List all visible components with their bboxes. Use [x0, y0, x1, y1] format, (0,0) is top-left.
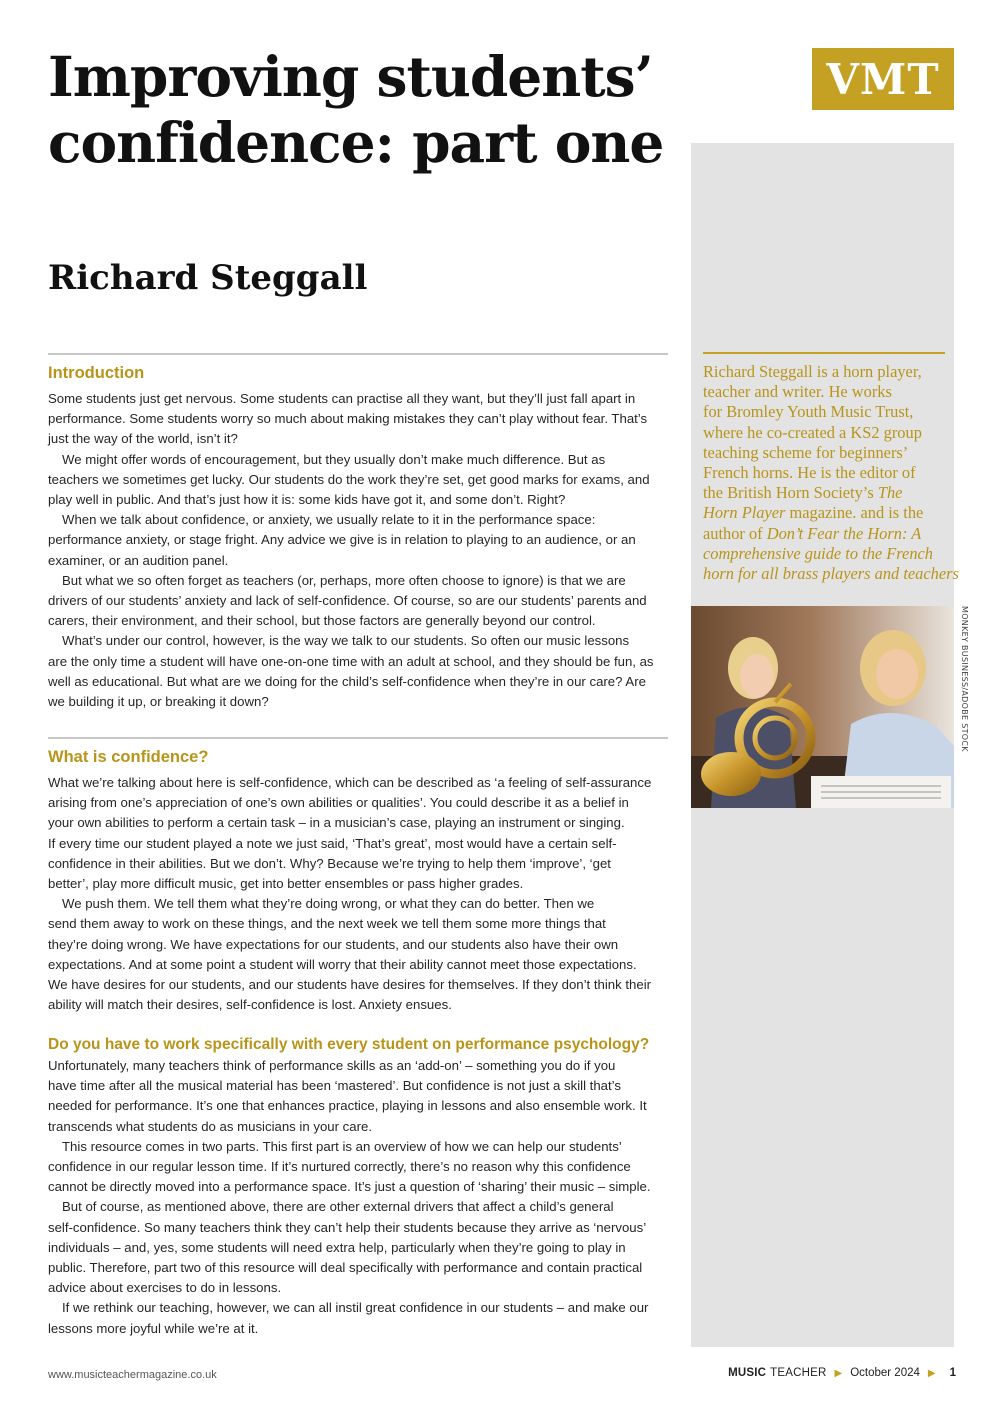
text-line: This resource comes in two parts. This first part is an overview of how we can help our students’: [62, 1138, 622, 1154]
footer-website-url: www.musicteachermagazine.co.uk: [48, 1369, 217, 1381]
text-line: What’s under our control, however, is the way we talk to our students. So often our music lessons: [62, 633, 630, 649]
bio-italic: Don’t Fear the Horn: A: [766, 523, 922, 543]
page-number: 1: [949, 1367, 956, 1379]
text-line: self-confidence. So many teachers think they can’t help their students because they arrive as ‘nervous’: [48, 1219, 647, 1235]
bio-line: where he co-created a KS2 group: [703, 422, 922, 442]
bio-line: comprehensive guide to the French: [703, 543, 933, 563]
paragraph: [48, 571, 688, 632]
bio-line: for Bromley Youth Music Trust,: [703, 402, 914, 422]
text-line: We might offer words of encouragement, but they usually don’t make much difference. But as: [62, 451, 606, 467]
text-line: performance anxiety, or stage fright. Any advice we give is in relation to playing to an audience, or an: [48, 532, 636, 548]
text-line: individuals – and, yes, some students will need extra help, particularly when they’re going to play in: [48, 1239, 626, 1255]
paragraph: [48, 894, 688, 1015]
text-line: expectations. And at some point a student will worry that their ability cannot meet those expectations.: [48, 956, 637, 972]
text-line: drivers of our students’ anxiety and lack of self-confidence. Of course, so are our students’ parents and: [48, 593, 647, 609]
text-line: we building it up, or breaking it down?: [48, 694, 269, 710]
text-line: play well in public. And that’s just how it is: some kids have got it, and some don’t. Right?: [48, 492, 566, 508]
paragraph: [48, 1137, 688, 1198]
text-line: We push them. We tell them what they’re doing wrong, or what they can do better. Then we: [62, 896, 595, 912]
section-heading: What is confidence?: [48, 748, 209, 766]
paragraph: [48, 1056, 688, 1137]
text-line: carers, their environment, and their school, but those factors are generally beyond our control.: [48, 613, 596, 629]
text-line: public. Therefore, part two of this resource will deal specifically with performance and contain practical: [48, 1260, 643, 1276]
text-line: needed for performance. It’s one that enhances practice, playing in lessons and also ensemble work. It: [48, 1098, 647, 1114]
bio-line: Richard Steggall is a horn player,: [703, 362, 922, 381]
bio-italic: The: [877, 483, 903, 503]
psychology-body: [48, 1056, 688, 1339]
paragraph: [48, 389, 688, 450]
text-line: well as educational. But what are we doing for the child’s self-confidence when they’re in our care? Are: [48, 673, 646, 689]
bio-line: [703, 483, 953, 503]
paragraph: [48, 510, 688, 571]
text-line: confidence in their abilities. But we don’t. Why? Because we’re trying to help them ‘improve’, ‘get: [48, 855, 611, 871]
text-line: better’, play more difficult music, get into better ensembles or pass higher grades.: [48, 876, 524, 892]
text-line: What we’re talking about here is self-confidence, which can be described as ‘a feeling of self-assurance: [48, 775, 652, 790]
title-line: Improving students’: [48, 44, 653, 109]
bio-line: [703, 524, 953, 544]
text-line: We have desires for our students, and our students have desires for themselves. If they don’t think their: [48, 977, 652, 993]
text-line: But of course, as mentioned above, there are other external drivers that affect a child’s general: [62, 1199, 614, 1215]
bio-text: author of: [703, 523, 767, 543]
text-line: arising from one’s appreciation of one’s own abilities or qualities’. You could describe it as a belief in: [48, 795, 629, 811]
bio-text: magazine. and is the: [785, 503, 924, 523]
horn-lesson-photo: [691, 606, 954, 808]
text-line: When we talk about confidence, or anxiety, we usually relate to it in the performance space:: [62, 512, 596, 528]
paragraph: [48, 450, 688, 511]
text-line: teachers we sometimes get lucky. Our students do the work they’re set, get good marks for exams, and: [48, 471, 650, 487]
section-divider: [48, 353, 668, 355]
article-title: [48, 44, 688, 176]
bio-text: the British Horn Society’s: [703, 483, 878, 503]
bio-line: teaching scheme for beginners’: [703, 442, 909, 462]
paragraph: [48, 631, 688, 712]
triangle-right-icon: ▶: [834, 1367, 843, 1379]
vmt-logo: VMT: [812, 48, 954, 110]
text-line: have time after all the musical material has been ‘mastered’. But confidence is not just a skill that’s: [48, 1078, 621, 1094]
bio-divider: [703, 352, 945, 354]
text-line: advice about exercises to do in lessons.: [48, 1280, 282, 1296]
text-line: Some students just get nervous. Some students can practise all they want, but they’ll just fall apart in: [48, 391, 636, 406]
text-line: Unfortunately, many teachers think of performance skills as an ‘add-on’ – something you do if you: [48, 1058, 616, 1073]
title-line: confidence: part one: [48, 110, 664, 175]
text-line: lessons more joyful while we’re at it.: [48, 1320, 259, 1336]
bio-line: horn for all brass players and teachers: [703, 564, 959, 584]
text-line: ability will match their desires, self-confidence is lost. Anxiety ensues.: [48, 997, 452, 1013]
bio-italic: Horn Player: [703, 503, 786, 523]
text-line: If every time our student played a note we just said, ‘That’s great’, most would have a certain self-: [48, 835, 617, 851]
photo-credit: MONKEY BUSINESS/ADOBE STOCK: [960, 606, 969, 752]
magazine-name-bold: MUSIC: [728, 1367, 767, 1379]
text-line: are the only time a student will have one-on-one time with an adult at school, and they should be fun, as: [48, 653, 654, 669]
intro-body: [48, 389, 688, 712]
text-line: transcends what students do as musicians in your care.: [48, 1118, 372, 1134]
bio-line: French horns. He is the editor of: [703, 463, 916, 483]
author-bio: [703, 362, 959, 584]
text-line: just the way of the world, isn’t it?: [48, 431, 238, 447]
subsection-heading: Do you have to work specifically with every student on performance psychology?: [48, 1036, 650, 1053]
bio-line: [703, 503, 953, 523]
footer-issue-info: [724, 1367, 956, 1379]
text-line: confidence in our regular lesson time. If it’s nurtured correctly, there’s no reason why this confidence: [48, 1159, 631, 1175]
issue-date: October 2024: [850, 1367, 920, 1379]
text-line: send them away to work on these things, and the next week we tell them some more things that: [48, 916, 606, 932]
section-divider: [48, 737, 668, 739]
text-line: But what we so often forget as teachers (or, perhaps, more often choose to ignore) is that we are: [62, 572, 626, 588]
author-name: Richard Steggall: [48, 258, 368, 298]
text-line: examiner, or an audition panel.: [48, 552, 229, 568]
paragraph: [48, 1298, 688, 1338]
paragraph: [48, 773, 688, 894]
text-line: your own abilities to perform a certain task – in a musician’s case, playing an instrument or singing.: [48, 815, 625, 831]
text-line: they’re doing wrong. We have expectations for our students, and our students also have their own: [48, 936, 619, 952]
section-heading: Introduction: [48, 364, 145, 382]
text-line: If we rethink our teaching, however, we can all instil great confidence in our students – and make our: [62, 1300, 649, 1316]
text-line: cannot be directly moved into a performance space. It’s just a question of ‘sharing’ their music – simple.: [48, 1179, 651, 1195]
triangle-right-icon: ▶: [927, 1367, 936, 1379]
paragraph: [48, 1197, 688, 1298]
text-line: performance. Some students worry so much about making mistakes they can’t play without fear. That’s: [48, 411, 648, 427]
confidence-body: [48, 773, 688, 1015]
bio-line: teacher and writer. He works: [703, 382, 892, 402]
magazine-name: TEACHER: [770, 1367, 827, 1379]
